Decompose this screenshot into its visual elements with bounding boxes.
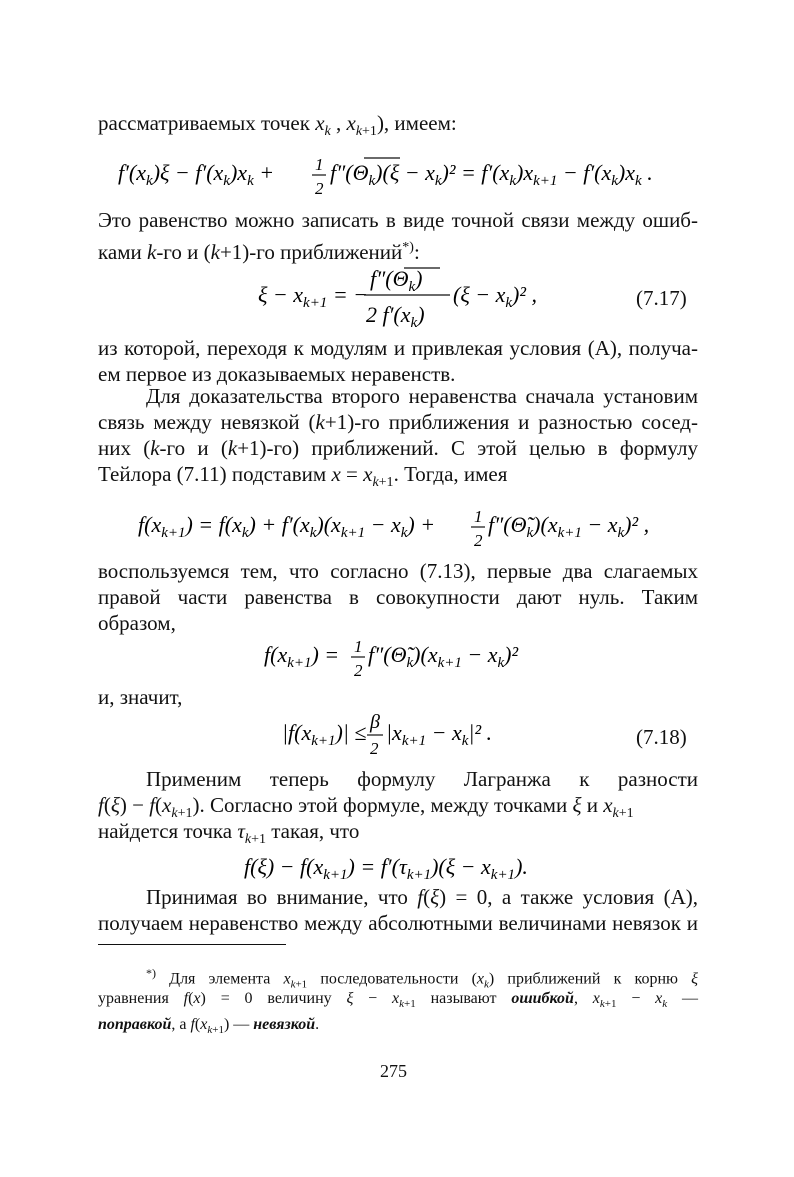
- svg-text:f(ξ) − f(xk+1) = f′(τk+1)(ξ −: $f(\xi) - f(x_{k+1}) = f'(\tau_{k+1})(\xi - x_{k+1})$.: [244, 854, 528, 883]
- svg-text:(ξ − xk)² ,: $(\xi - x_k)^2$ ,: [453, 282, 537, 311]
- text-line: $f(\xi) - f(x_{k+1})$. Согласно этой формуле, между точками ξ и $x_{k+1}$: [98, 793, 634, 822]
- svg-text:f(xk+1) = f(xk) + f′(xk)(xk+1: $f(x_{k+1}) = f(x_k) + f'(x_k)(x_{k+1} - x_k)$ +: [138, 512, 436, 541]
- text-line: Для доказательства второго неравенства сначала установим: [146, 384, 698, 408]
- formula-1: [118, 150, 693, 207]
- svg-text:f″(Θ̃k)(xk+1 − xk)² ,: $f''(\Thetã_k)(x_{k+1} - x_k)^2$ ,: [488, 512, 650, 541]
- footnote-marker: *): [146, 966, 156, 980]
- text-line: найдется точка $\tau_{k+1}$ такая, что: [98, 819, 360, 848]
- svg-text:1: 1: [474, 507, 483, 526]
- svg-text:2 f′(xk): 2 $f'(x_k)$: [366, 302, 425, 331]
- text-line: них (k-го и (k+1)-го) приближений. С этой целью в формулу: [98, 436, 698, 460]
- text-line: Это равенство можно записать в виде точной связи между ошиб-: [98, 208, 698, 232]
- formula-5: [282, 708, 522, 771]
- svg-text:1: 1: [354, 637, 363, 656]
- formula-1-svg: [118, 150, 693, 200]
- footnote-line: уравнения f(x) = 0 величину $\xi - x_{k+1}$ называют ошибкой, $x_{k+1} - x_k$ —: [98, 990, 698, 1011]
- svg-text:2: 2: [354, 661, 363, 680]
- svg-text:|xk+1 − xk|² .: $|x_{k+1} - x_k|^2$ .: [386, 720, 493, 749]
- text-line: связь между невязкой (k+1)-го приближения и разностью сосед-: [98, 410, 698, 434]
- svg-text:f″(Θk): $f''(\Theta_k)$: [370, 266, 423, 295]
- svg-text:f′(xk)ξ − f′(xk)xk +: $f'(x_k)\xi - f'(x_k)x_k$ +: [118, 160, 275, 189]
- text-line: из которой, переходя к модулям и привлекая условия (А), получа-: [98, 336, 698, 360]
- formula-3: [138, 502, 698, 561]
- svg-text:|f(xk+1)| ≤: $|f(x_{k+1})|$ ≤: [282, 720, 367, 749]
- svg-text:f(xk+1) =: $f(x_{k+1})$ =: [264, 642, 340, 671]
- text-line: правой части равенства в совокупности дают нуль. Таким: [98, 585, 698, 609]
- svg-text:f″(Θ̃k)(xk+1 − xk)²: $f''(\Thetã_k)(x_{k+1} - x_k)^2$: [368, 642, 519, 671]
- footnote-line: *) Для элемента $x_{k+1}$ последовательности $(x_k)$ приближений к корню ξ: [146, 966, 698, 991]
- text-line: Применим теперь формулу Лагранжа к разности: [146, 767, 698, 791]
- text-line: получаем неравенство между абсолютными величинами невязок и: [98, 911, 698, 935]
- svg-text:2: 2: [474, 531, 483, 550]
- svg-text:2: 2: [370, 739, 379, 758]
- svg-text:f″(Θk)(ξ − xk)² = f′(xk)xk+1 −: $f''(\Theta_k)(\xi - x_k)^2 = f'(x_k)x_{k+1} - f'(x_k)x_k$ .: [330, 160, 653, 189]
- formula-2: [258, 262, 558, 341]
- svg-text:ξ − xk+1 = −: $\xi - x_{k+1}$ = −: [258, 282, 369, 311]
- svg-text:β: β: [370, 711, 380, 733]
- formula-4: [264, 630, 554, 689]
- text-line: образом,: [98, 611, 176, 635]
- equation-number-7-18: (7.18): [636, 725, 687, 749]
- text-line: Принимая во внимание, что f(ξ) = 0, а также условия (А),: [146, 885, 698, 909]
- formula-5-svg: [282, 708, 522, 764]
- text-line: ем первое из доказываемых неравенств.: [98, 362, 456, 386]
- text-line: ками k-го и (k+1)-го приближений*):: [98, 240, 420, 264]
- footnote-rule: [98, 944, 286, 945]
- formula-2-svg: [258, 262, 558, 334]
- formula-3-svg: [138, 502, 698, 554]
- svg-text:2: 2: [315, 179, 324, 198]
- svg-text:1: 1: [315, 155, 324, 174]
- formula-4-svg: [264, 630, 554, 682]
- text-line: воспользуемся тем, что согласно (7.13), первые два слагаемых: [98, 559, 698, 583]
- text-line: рассматриваемых точек $x_k$ , $x_{k+1}$), имеем:: [98, 111, 457, 140]
- footnote-line: поправкой, а $f(x_{k+1})$ — невязкой.: [98, 1016, 320, 1037]
- formula-6-svg: [244, 850, 574, 886]
- text-line: Тейлора (7.11) подставим $x = x_{k+1}$. Тогда, имея: [98, 462, 508, 491]
- page-number: 275: [380, 1061, 407, 1081]
- text-line: и, значит,: [98, 685, 183, 709]
- equation-number-7-17: (7.17): [636, 286, 687, 310]
